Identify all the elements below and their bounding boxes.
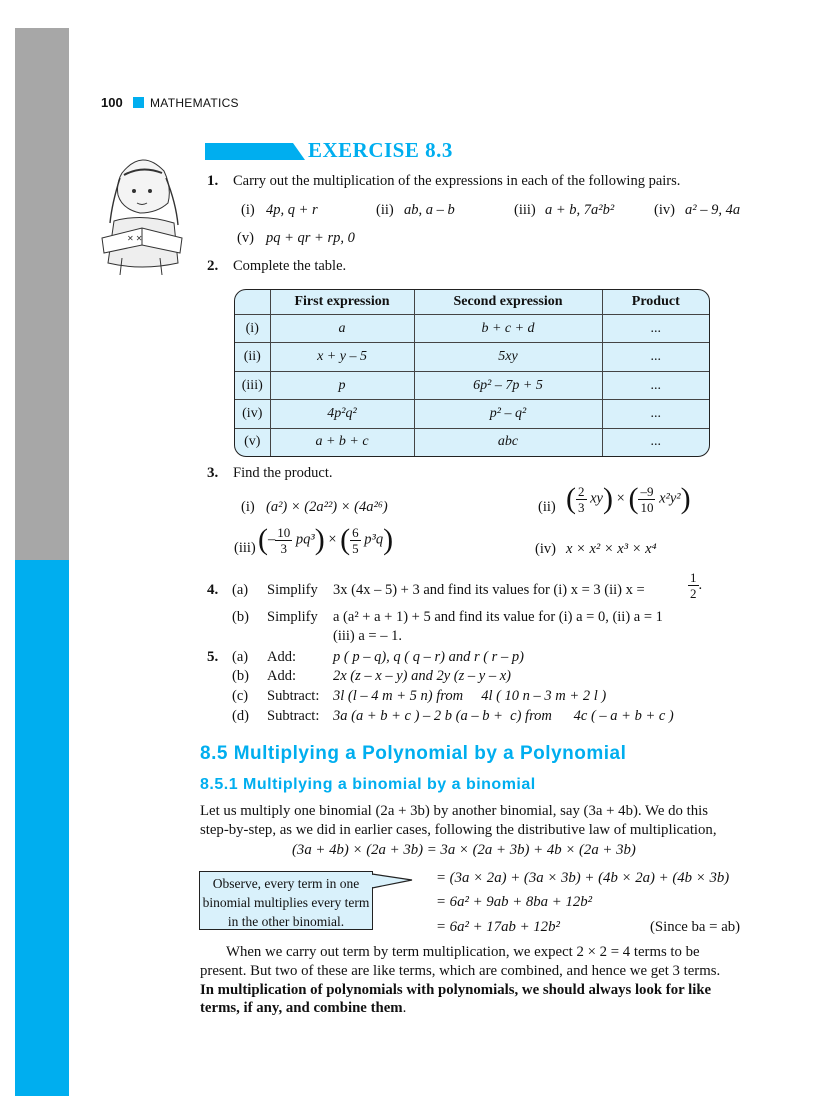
- fraction-denominator: 3: [280, 540, 287, 556]
- row-label: (iv): [235, 400, 270, 428]
- q1-iii-expr: a + b, 7a²b²: [545, 202, 615, 218]
- q3-iii-var2: p³q: [364, 531, 384, 548]
- q1-iv-label: (iv): [654, 202, 675, 218]
- para2-bold-line2: [200, 999, 406, 1019]
- q4-a-end: .: [698, 576, 703, 593]
- q3-number: 3.: [207, 465, 219, 481]
- q1-v-label: (v): [237, 230, 254, 246]
- q1-number: 1.: [207, 173, 219, 189]
- observe-callout: Observe, every term in one binomial multiplies every term in the other binomial.: [199, 871, 373, 930]
- equation-line-3: = 6a² + 17ab + 12b²: [436, 919, 560, 935]
- q3-ii-var1: xy: [590, 490, 603, 507]
- q3-iv-expr: x × x² × x³ × x⁴: [566, 541, 657, 557]
- fraction-denominator: 5: [352, 540, 359, 556]
- q3-iii-var1: pq³: [295, 531, 315, 548]
- q1-i-label: (i): [241, 202, 255, 218]
- para2-line1: When we carry out term by term multiplication, we expect 2 × 2 = 4 terms to be: [226, 944, 700, 960]
- header-square-icon: [133, 97, 144, 108]
- q4-a-fraction: [688, 570, 702, 601]
- q5-b-expr: 2x (z – x – y) and 2y (z – y – x): [333, 668, 511, 684]
- q2-table: [234, 289, 710, 457]
- sidebar-gray-band: [15, 28, 69, 560]
- table-header-cell: Second expression: [414, 290, 602, 315]
- times-symbol: ×: [328, 531, 337, 548]
- q4-b-text2: (iii) a = – 1.: [333, 628, 402, 644]
- para2-end: .: [402, 1000, 407, 1016]
- q1-v-expr: pq + qr + rp, 0: [266, 230, 355, 246]
- second-expression: 6p² – 7p + 5: [414, 371, 602, 399]
- exercise-banner-shape: [205, 143, 305, 160]
- para1-line2: step-by-step, as we did in earlier cases, following the distributive law of multiplication,: [200, 822, 717, 838]
- q1-iii-label: (iii): [514, 202, 536, 218]
- q3-text: Find the product.: [233, 465, 333, 481]
- callout-pointer: [372, 872, 414, 892]
- q4-b-text: a (a² + a + 1) + 5 and find its value for (i) a = 0, (ii) a = 1: [333, 609, 663, 625]
- q5-d-label: (d): [232, 708, 249, 724]
- q5-b-label: (b): [232, 668, 249, 684]
- page-number: 100: [101, 95, 123, 110]
- q1-ii-label: (ii): [376, 202, 394, 218]
- minus-sign: –: [268, 531, 276, 548]
- table-row: [235, 428, 709, 456]
- q5-d-verb: Subtract:: [267, 708, 320, 724]
- fraction-denominator: 10: [640, 499, 654, 515]
- table-row: [235, 371, 709, 399]
- q5-d-expr: 3a (a + b + c ) – 2 b (a – b + c) from 4c ( – a + b + c ): [333, 708, 674, 724]
- second-expression: b + c + d: [414, 315, 602, 343]
- sidebar-blue-band: [15, 560, 69, 1096]
- q4-a-verb: Simplify: [267, 582, 318, 598]
- times-symbol: ×: [616, 490, 625, 507]
- q1-text: Carry out the multiplication of the expressions in each of the following pairs.: [233, 173, 681, 189]
- para2-bold-text: terms, if any, and combine them: [200, 1000, 403, 1016]
- equation-note: (Since ba = ab): [650, 919, 741, 935]
- q1-ii-expr: ab, a – b: [404, 202, 455, 218]
- section-heading: 8.5 Multiplying a Polynomial by a Polynomial: [200, 743, 627, 764]
- fraction-denominator: 2: [690, 586, 697, 601]
- q5-b-verb: Add:: [267, 668, 296, 684]
- product-cell: ...: [602, 371, 709, 399]
- q3-iii-label: (iii): [234, 540, 256, 556]
- para2-bold-line1: In multiplication of polynomials with polynomials, we should always look for like: [200, 982, 712, 998]
- q5-a-verb: Add:: [267, 649, 296, 665]
- first-expression: p: [270, 371, 414, 399]
- q2-number: 2.: [207, 258, 219, 274]
- fraction-numerator: 10: [277, 524, 291, 540]
- table-row: [235, 315, 709, 343]
- row-label: (i): [235, 315, 270, 343]
- row-label: (ii): [235, 343, 270, 371]
- product-cell: ...: [602, 315, 709, 343]
- exercise-title: EXERCISE 8.3: [308, 138, 453, 162]
- svg-text:✕ ✕: ✕ ✕: [127, 234, 143, 243]
- q3-ii-label: (ii): [538, 499, 556, 515]
- second-expression: abc: [414, 428, 602, 456]
- q3-i-expr: (a²) × (2a²²) × (4a²⁶): [266, 499, 388, 515]
- q3-iv-label: (iv): [535, 541, 556, 557]
- q5-c-label: (c): [232, 688, 249, 704]
- para1-line1: Let us multiply one binomial (2a + 3b) by another binomial, say (3a + 4b). We do this: [200, 803, 708, 819]
- first-expression: x + y – 5: [270, 343, 414, 371]
- table-header-cell: First expression: [270, 290, 414, 315]
- row-label: (iii): [235, 371, 270, 399]
- q4-b-label: (b): [232, 609, 249, 625]
- first-expression: a + b + c: [270, 428, 414, 456]
- q4-b-verb: Simplify: [267, 609, 318, 625]
- q3-ii-expr: ( $\frac{2}{3}$ xy) × ( $\frac{-9}{10}$ x²y²): [566, 482, 691, 515]
- fraction-numerator: –9: [640, 483, 654, 499]
- subsection-heading: 8.5.1 Multiplying a binomial by a binomial: [200, 776, 536, 793]
- first-expression: a: [270, 315, 414, 343]
- q3-iii-expr: (– $\frac{10}{3}$ pq³) × ( $\frac{6}{5}$ p³q): [258, 523, 394, 556]
- para2-line2: present. But two of these are like terms, which are combined, and hence we get 3 terms.: [200, 963, 721, 979]
- second-expression: p² – q²: [414, 400, 602, 428]
- product-cell: ...: [602, 428, 709, 456]
- q3-ii-var2: x²y²: [659, 490, 681, 507]
- first-expression: 4p²q²: [270, 400, 414, 428]
- product-cell: ...: [602, 400, 709, 428]
- fraction-denominator: 3: [578, 499, 585, 515]
- fraction-numerator: 2: [578, 483, 585, 499]
- q4-number: 4.: [207, 582, 219, 598]
- q1-i-expr: 4p, q + r: [266, 202, 318, 218]
- q3-i-label: (i): [241, 499, 255, 515]
- table-header-row: [235, 290, 709, 315]
- equation-line-0: (3a + 4b) × (2a + 3b) = 3a × (2a + 3b) + 4b × (2a + 3b): [292, 842, 636, 858]
- table-row: [235, 400, 709, 428]
- table-row: [235, 343, 709, 371]
- fraction-numerator: 1: [690, 570, 697, 585]
- product-cell: ...: [602, 343, 709, 371]
- q5-a-label: (a): [232, 649, 249, 665]
- q1-iv-expr: a² – 9, 4a: [685, 202, 741, 218]
- q5-number: 5.: [207, 649, 219, 665]
- fraction-numerator: 6: [352, 524, 359, 540]
- q2-text: Complete the table.: [233, 258, 347, 274]
- equation-line-1: = (3a × 2a) + (3a × 3b) + (4b × 2a) + (4b × 3b): [436, 870, 730, 886]
- equation-line-2: = 6a² + 9ab + 8ba + 12b²: [436, 894, 593, 910]
- girl-reading-illustration: [82, 143, 202, 278]
- second-expression: 5xy: [414, 343, 602, 371]
- q5-c-expr: 3l (l – 4 m + 5 n) from 4l ( 10 n – 3 m + 2 l ): [333, 688, 607, 704]
- q5-c-verb: Subtract:: [267, 688, 320, 704]
- q5-a-expr: p ( p – q), q ( q – r) and r ( r – p): [333, 649, 524, 665]
- q4-a-label: (a): [232, 582, 249, 598]
- page-subject: MATHEMATICS: [150, 96, 239, 110]
- row-label: (v): [235, 428, 270, 456]
- table-header-cell: [235, 290, 270, 315]
- q4-a-text: 3x (4x – 5) + 3 and find its values for (i) x = 3 (ii) x =: [333, 582, 645, 598]
- table-header-cell: Product: [602, 290, 709, 315]
